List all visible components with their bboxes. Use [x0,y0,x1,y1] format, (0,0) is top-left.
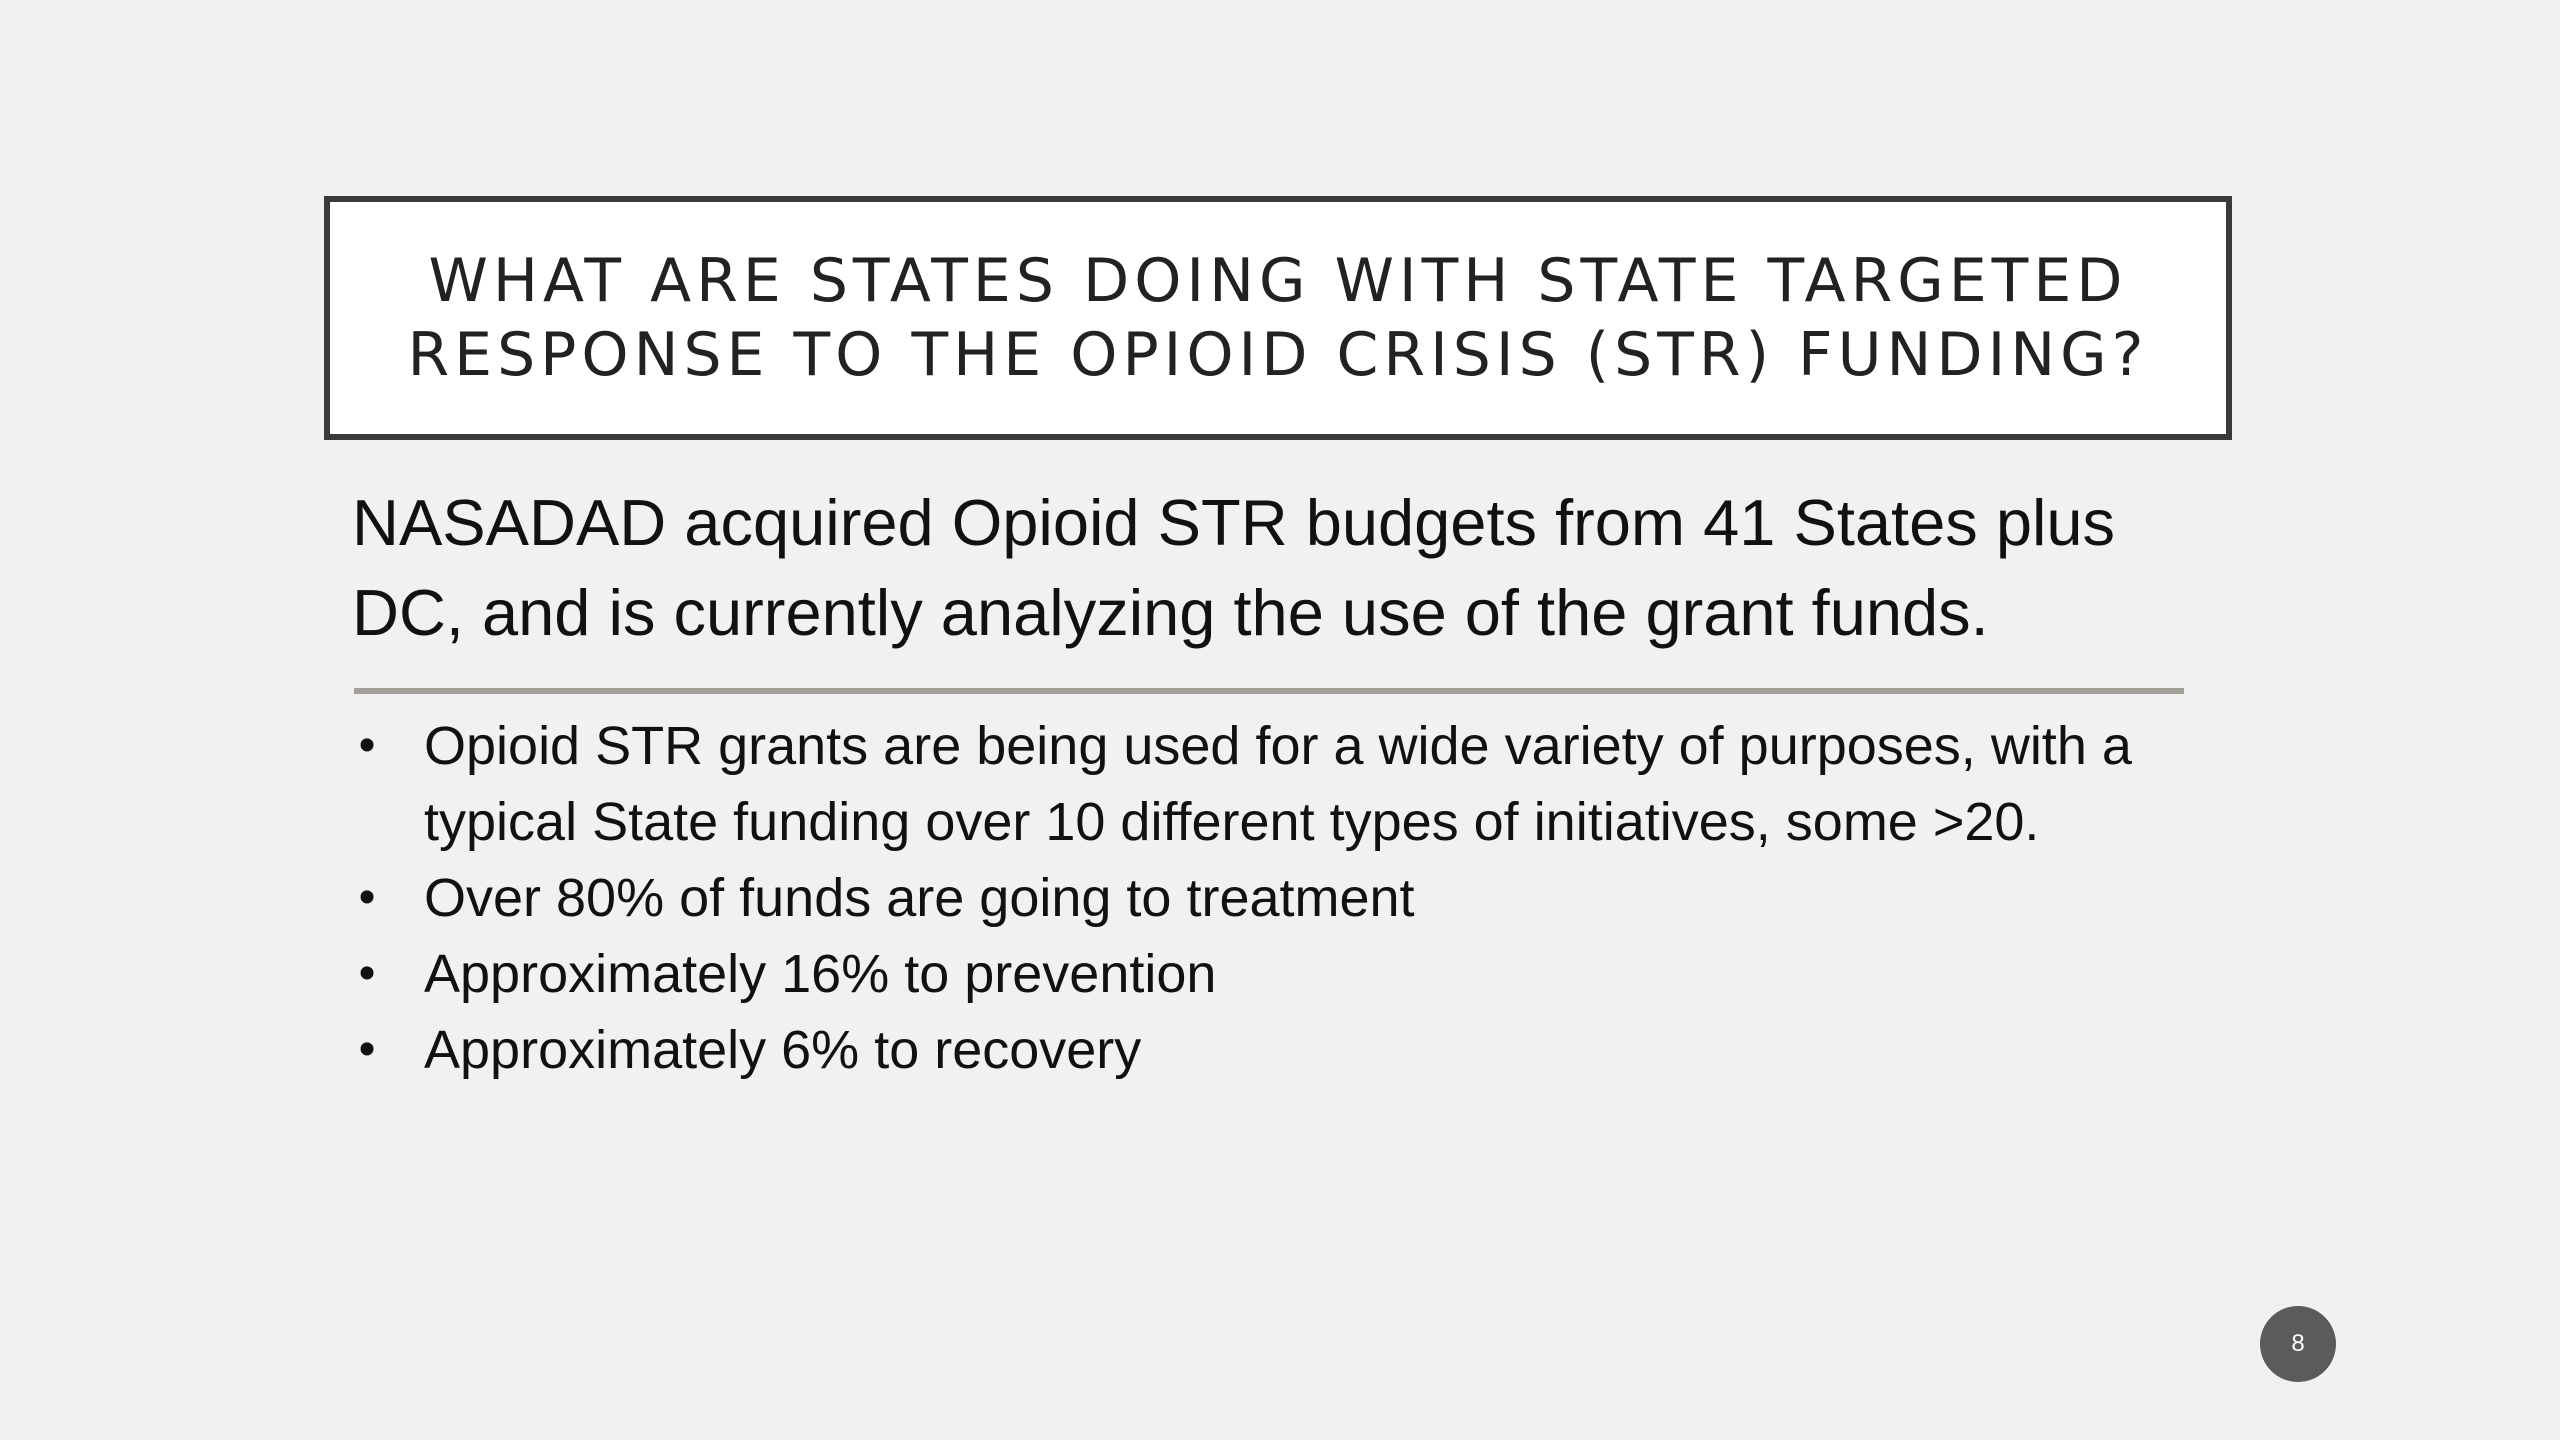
slide-title: WHAT ARE STATES DOING WITH STATE TARGETED RESPONSE TO THE OPIOID CRISIS (STR) FUNDING? [407,246,2149,390]
bullet-icon: • [358,947,376,1000]
slide-subtitle: NASADAD acquired Opioid STR budgets from 41 States plus DC, and is currently analyzing the use of the grant funds. [352,486,2116,649]
bullet-item [352,860,2202,936]
bullet-text: Over 80% of funds are going to treatment [424,868,1415,928]
bullet-icon: • [358,1023,376,1076]
bullet-icon: • [358,719,376,772]
page-number-badge: 8 [2260,1306,2336,1382]
title-box [324,196,2232,440]
bullet-icon: • [358,871,376,924]
bullet-item [352,708,2202,860]
bullet-text: Approximately 16% to prevention [424,944,1217,1004]
bullet-item [352,936,2202,1012]
bullet-text: Opioid STR grants are being used for a wide variety of purposes, with a typical State funding over 10 different types of initiatives, some >20. [424,716,2132,852]
bullet-text: Approximately 6% to recovery [424,1020,1142,1080]
divider-line [354,688,2184,694]
bullet-item [352,1012,2202,1088]
bullet-list [352,708,2202,1088]
